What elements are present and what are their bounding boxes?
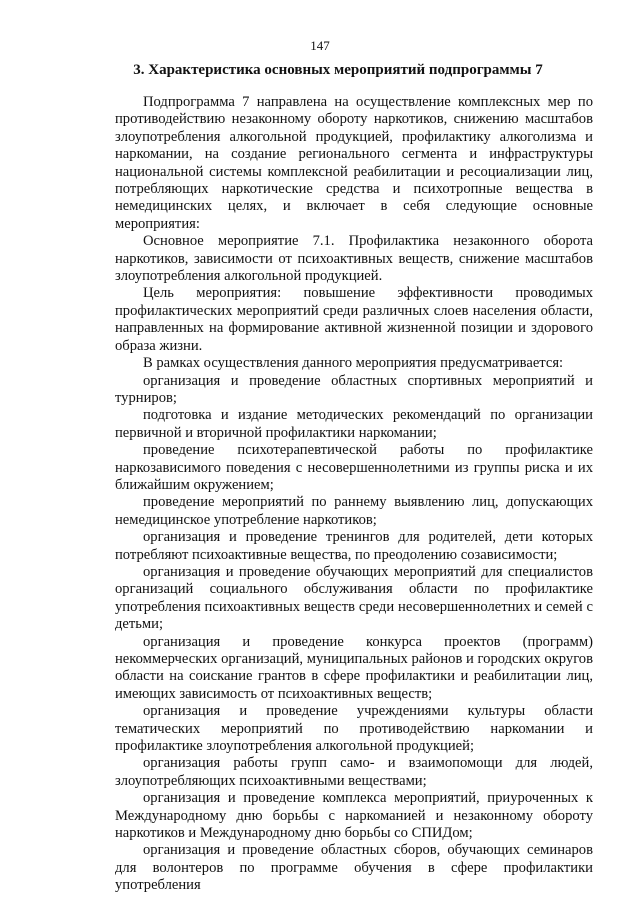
list-item: организация и проведение областных сборов, обучающих семинаров для волонтеров по программе обучения в сфере профилактики употребления xyxy=(115,842,593,894)
list-item: проведение психотерапевтической работы по профилактике наркозависимого поведения с несовершеннолетними из группы риска и их ближайшим окружением; xyxy=(115,442,593,493)
list-item: организация и проведение комплекса мероприятий, приуроченных к Международному дню борьбы с наркоманией и незаконному обороту наркотиков и Международному дню борьбы со СПИДом; xyxy=(115,790,593,842)
list-item: организация и проведение конкурса проектов (программ) некоммерческих организаций, муниципальных районов и городских округов области на соискание грантов в сфере профилактики и реабилитации лиц, имеющих зависимость от психоактивных веществ; xyxy=(115,633,593,702)
list-item: организация и проведение областных спортивных мероприятий и турниров; xyxy=(115,372,593,406)
paragraph-intro: Подпрограмма 7 направлена на осуществление комплексных мер по противодействию незаконному обороту наркотиков, снижению масштабов злоупотребления алкогольной продукцией, профилактику алкоголизма и наркомании, на создание регионального сегмента и инфраструктуры национальной системы комплексной реабилитации и ресоциализации лиц, потребляющих наркотические средства и психотропные вещества в немедицинских целях, и включает в себя следующие основные мероприятия: xyxy=(115,94,593,232)
paragraph-goal: Цель мероприятия: повышение эффективности проводимых профилактических мероприятий среди различных слоев населения области, направленных на формирование активной жизненной позиции и здорового образа жизни. xyxy=(115,285,593,354)
paragraph-provisions-intro: В рамках осуществления данного мероприятия предусматривается: xyxy=(143,355,564,372)
document-body xyxy=(115,94,593,895)
list-item: проведение мероприятий по раннему выявлению лиц, допускающих немедицинское употребление наркотиков; xyxy=(115,494,593,528)
page-number: 147 xyxy=(310,38,330,53)
list-item: организация работы групп само- и взаимопомощи для людей, злоупотребляющих психоактивными веществами; xyxy=(115,755,593,789)
list-item: организация и проведение учреждениями культуры области тематических мероприятий по противодействию наркомании и профилактике злоупотребления алкогольной продукцией; xyxy=(115,703,593,755)
paragraph-main-measure: Основное мероприятие 7.1. Профилактика незаконного оборота наркотиков, зависимости от психоактивных веществ, снижение масштабов злоупотребления алкогольной продукцией. xyxy=(115,233,593,285)
list-item: организация и проведение тренингов для родителей, дети которых потребляют психоактивные вещества, по преодолению созависимости; xyxy=(115,529,593,563)
list-item: организация и проведение обучающих мероприятий для специалистов организаций социального обслуживания области по профилактике употребления психоактивных веществ среди несовершеннолетних и семей с детьми; xyxy=(115,563,593,633)
list-item: подготовка и издание методических рекомендаций по организации первичной и вторичной профилактики наркомании; xyxy=(115,407,593,441)
section-heading: 3. Характеристика основных мероприятий подпрограммы 7 xyxy=(133,62,543,78)
